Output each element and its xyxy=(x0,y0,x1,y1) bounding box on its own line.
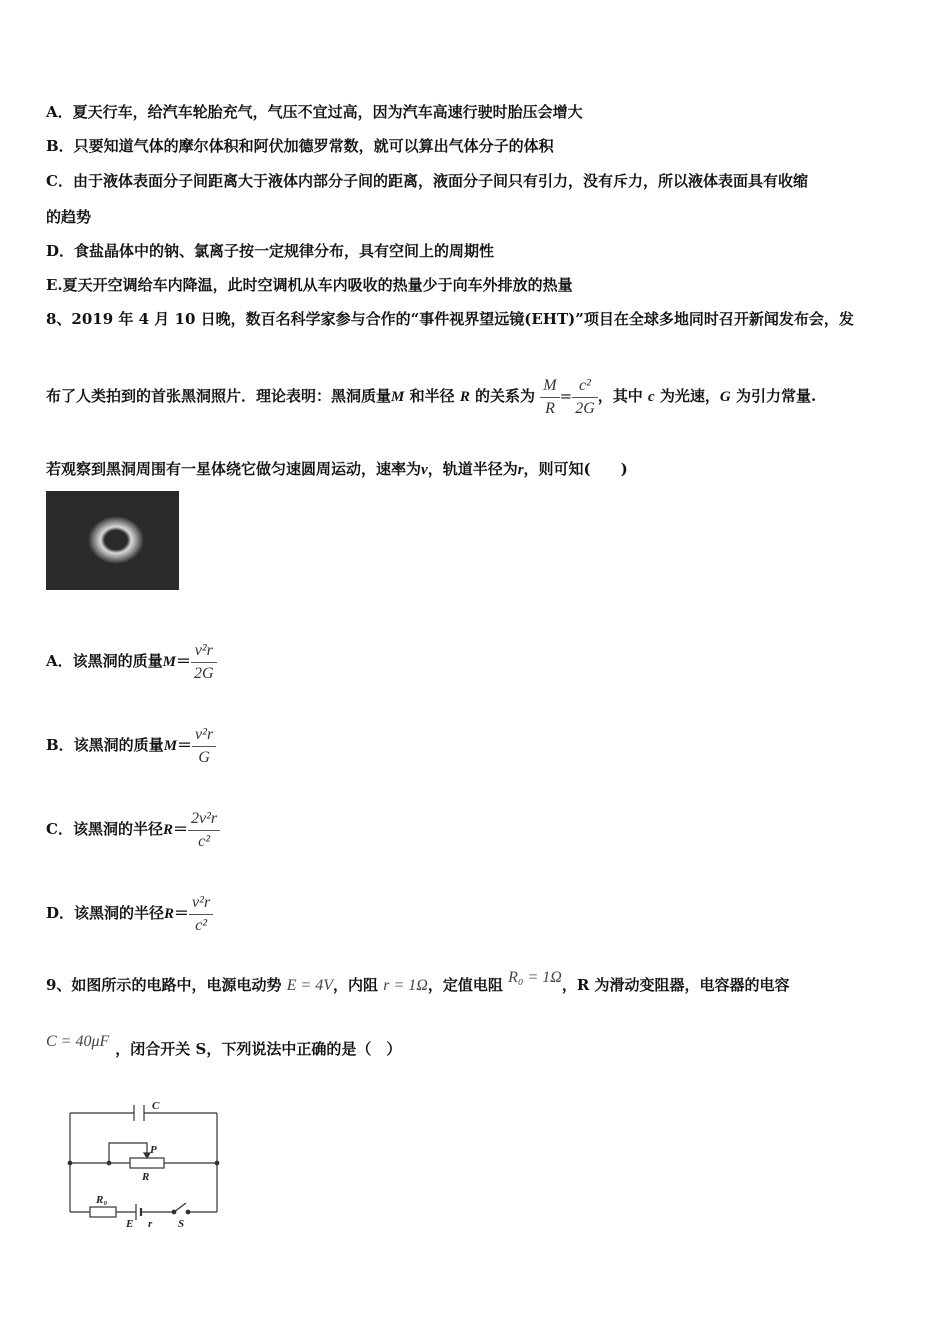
q8-text: ，则可知( ) xyxy=(523,460,628,478)
q7-option-b: B．只要知道气体的摩尔体积和阿伏加德罗常数，就可以算出气体分子的体积 xyxy=(46,137,554,155)
option-var: M xyxy=(162,654,176,670)
option-label: C．该黑洞的半径 xyxy=(46,820,163,838)
option-eq: ＝ xyxy=(172,820,188,838)
option-label: D．该黑洞的半径 xyxy=(46,904,165,922)
q9-internal-resistance: r = 1Ω xyxy=(383,977,428,994)
q9-stem-line2 xyxy=(46,1033,402,1063)
q8-stem-line1: 8、2019 年 4 月 10 日晚，数百名科学家参与合作的“事件视界望远镜(EHT)”项目在全球多地同时召开新闻发布会，发 xyxy=(46,310,854,328)
q8-option-c xyxy=(46,801,220,858)
q8-text: 布了人类拍到的首张黑洞照片．理论表明：黑洞质量 xyxy=(46,387,392,405)
q8-text: ，轨道半径为 xyxy=(427,460,518,478)
q8-option-a xyxy=(46,633,217,690)
circuit-label-r-internal: r xyxy=(148,1218,153,1230)
q7-option-c-line2: 的趋势 xyxy=(46,208,92,226)
black-hole-photo xyxy=(46,491,179,590)
option-b-fraction: $\frac{\text{v²r}}{G}$ xyxy=(192,724,216,769)
q9-text: ，R 为滑动变阻器，电容器的电容 xyxy=(561,976,790,994)
q8-text: ，其中 xyxy=(597,387,648,405)
q9-emf-value: E = 4V xyxy=(286,977,334,994)
q8-option-d xyxy=(46,885,213,942)
option-c-fraction: $\frac{\text{2v²r}}{\text{c²}}$ xyxy=(188,808,220,853)
circuit-label-e: E xyxy=(126,1218,134,1230)
circuit-label-s: S xyxy=(178,1218,185,1230)
q9-stem-line1 xyxy=(46,969,790,999)
q8-var-c: c xyxy=(648,389,655,405)
option-var: R xyxy=(162,822,173,838)
q9-text: 9、如图所示的电路中，电源电动势 xyxy=(46,976,282,994)
q8-text: 若观察到黑洞周围有一星体绕它做匀速圆周运动，速率为 xyxy=(46,460,422,478)
q7-option-c-line1: C．由于液体表面分子间距离大于液体内部分子间的距离，液面分子间只有引力，没有斥力，所以液体表面具有收缩 xyxy=(46,172,808,190)
option-label: B．该黑洞的质量 xyxy=(46,736,164,754)
q8-var-r: R xyxy=(459,389,470,405)
q8-var-m: M xyxy=(391,389,405,405)
q8-var-v: v xyxy=(421,462,428,478)
q8-text: 为光速， xyxy=(654,387,720,405)
q8-text: 的关系为 xyxy=(469,387,536,405)
option-var: R xyxy=(164,906,175,922)
q8-option-b xyxy=(46,717,216,774)
circuit-label-r: R xyxy=(142,1171,150,1183)
q7-option-d: D．食盐晶体中的钠、氯离子按一定规律分布，具有空间上的周期性 xyxy=(46,242,495,260)
option-var: M xyxy=(163,738,178,754)
option-eq: ＝ xyxy=(175,652,191,670)
circuit-label-p: P xyxy=(150,1144,157,1156)
q9-capacitance: C = 40μF xyxy=(46,1033,110,1050)
q9-fixed-resistor: R₀ = 1Ω xyxy=(508,969,562,986)
q8-stem-line3 xyxy=(46,459,628,480)
q9-text: ，闭合开关 S，下列说法中正确的是（ ） xyxy=(115,1040,402,1058)
option-eq: ＝ xyxy=(177,736,193,754)
q8-formula-right-fraction: $\frac{\text{c²}}{2G}$ xyxy=(572,375,598,420)
circuit-label-c: C xyxy=(152,1100,160,1112)
q9-text: ，内阻 xyxy=(333,976,379,994)
q8-stem-line2 xyxy=(46,372,816,421)
circuit-label-r0: R₀ xyxy=(96,1194,108,1206)
option-eq: ＝ xyxy=(174,904,190,922)
q8-formula-left-fraction: $\frac{M}{R}$ xyxy=(540,375,559,420)
option-d-fraction: $\frac{\text{v²r}}{\text{c²}}$ xyxy=(189,892,213,937)
q8-var-g: G xyxy=(719,389,731,405)
q8-formula-equals: = xyxy=(559,387,573,405)
q7-option-a: A．夏天行车，给汽车轮胎充气，气压不宜过高，因为汽车高速行驶时胎压会增大 xyxy=(46,103,583,121)
option-a-fraction: $\frac{\text{v²r}}{2G}$ xyxy=(191,640,217,685)
circuit-diagram xyxy=(62,1097,232,1232)
q8-text: 和半径 xyxy=(404,387,460,405)
q8-var-r-orbit: r xyxy=(517,462,524,478)
option-label: A．该黑洞的质量 xyxy=(46,652,163,670)
q8-text: 为引力常量. xyxy=(730,387,817,405)
q7-option-e: E.夏天开空调给车内降温，此时空调机从车内吸收的热量少于向车外排放的热量 xyxy=(46,276,573,294)
q9-text: ，定值电阻 xyxy=(427,976,503,994)
